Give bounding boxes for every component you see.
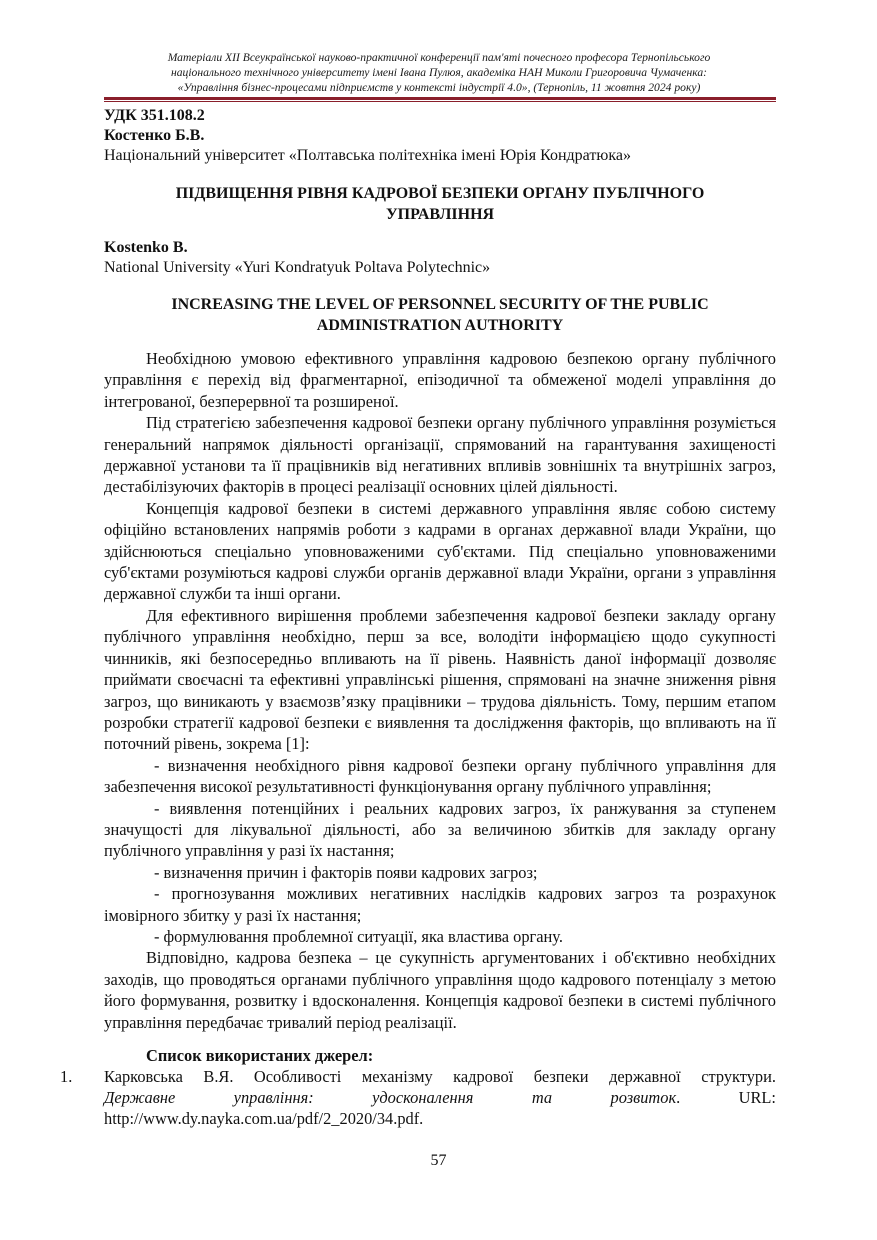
paragraph: Для ефективного вирішення проблеми забезпечення кадрової безпеки закладу органу публічного управління необхідно, перш за все, володіти інформацією щодо сукупності чинників, які безпосередньо впливають на її рівень. Наявність даної інформації дозволяє приймати своєчасні та ефективні управлінські рішення, спрямовані на значне зниження рівня загроз, що виникають у взаємозв’язку працівники – трудова діяльність. Тому, першим етапом розробки стратегії кадрової безпеки є виявлення та дослідження факторів, що впливають на її поточний рівень, зокрема [1]: (104, 605, 776, 754)
list-item: - виявлення потенційних і реальних кадрових загроз, їх ранжування за ступенем значущості для лікувальної діяльності, або за величиною збитків для закладу органу публічного управління у разі їх настання; (104, 798, 776, 861)
header-rule (104, 101, 776, 102)
author-en: Kostenko B. (104, 239, 188, 256)
paragraph: Під стратегією забезпечення кадрової безпеки органу публічного управління розуміється генеральний напрямок діяльності організації, спрямований на гарантування захищеності державної установи та її працівників від негативних впливів зовнішніх та внутрішніх загроз, дестабілізуючих факторів в процесі реалізації основних цілей діяльності. (104, 413, 776, 497)
udk-code: УДК 351.108.2 (104, 107, 205, 124)
reference-authors-title: Карковська В.Я. Особливості механізму кадрової безпеки державної структури. (104, 1067, 776, 1086)
author-ua: Костенко Б.В. (104, 127, 205, 144)
list-item: - визначення необхідного рівня кадрової безпеки органу публічного управління для забезпечення високої результативності функціонування органу публічного управління; (104, 755, 776, 797)
reference-journal: Державне управління: удосконалення та розвиток (104, 1088, 677, 1107)
affiliation-en: National University «Yuri Kondratyuk Poltava Polytechnic» (104, 259, 491, 276)
conference-header (104, 50, 774, 95)
title-line: INCREASING THE LEVEL OF PERSONNEL SECURITY OF THE PUBLIC (171, 296, 709, 313)
header-rule (104, 97, 776, 100)
references-heading: Список використаних джерел: (146, 1046, 374, 1065)
reference-url-link[interactable]: http://www.dy.nayka.com.ua/pdf/2_2020/34.pdf. (104, 1109, 424, 1128)
title-line: ADMINISTRATION AUTHORITY (316, 317, 564, 334)
reference-text (104, 1066, 776, 1129)
title-line: ПІДВИЩЕННЯ РІВНЯ КАДРОВОЇ БЕЗПЕКИ ОРГАНУ ПУБЛІЧНОГО (175, 185, 705, 202)
list-item: - формулювання проблемної ситуації, яка властива органу. (154, 926, 563, 946)
list-item: - прогнозування можливих негативних наслідків кадрових загроз та розрахунок імовірного збитку у разі їх настання; (104, 884, 776, 925)
paragraph: Концепція кадрової безпеки в системі державного управління являє собою систему офіційно встановлених напрямів роботи з кадрами в органах державної влади України, що здійснюються спеціально уповноваженими суб'єктами. Під спеціально уповноваженими суб'єктами розуміються кадрові служби органів державної влади України, органи з управління державної служби та інші органи. (104, 498, 776, 604)
affiliation-ua: Національний університет «Полтавська політехніка імені Юрія Кондратюка» (104, 147, 631, 164)
article-body (104, 348, 776, 1033)
header-line: Матеріали XII Всеукраїнської науково-практичної конференції пам'яті почесного професора Тернопільського (167, 51, 711, 64)
header-line: національного технічного університету імені Івана Пулюя, академіка НАН Миколи Григоровича Чумаченка: (170, 66, 708, 79)
paragraph: Відповідно, кадрова безпека – це сукупність аргументованих і об'єктивно необхідних заходів, що проводяться органами публічного управління щодо кадрового потенціалу з метою його формування, розвитку і вдосконалення. Концепція кадрової безпеки в системі публічного управління передбачає тривалий період реалізації. (104, 948, 776, 1032)
list-item: - визначення причин і факторів появи кадрових загроз; (154, 862, 538, 882)
header-line: «Управління бізнес-процесами підприємств у контексті індустрії 4.0», (Тернопіль, 11 жовтня 2024 року) (177, 81, 701, 94)
title-en (104, 294, 776, 336)
reference-url-label: . URL: (676, 1088, 776, 1107)
reference-number: 1. (60, 1067, 73, 1086)
paragraph: Необхідною умовою ефективного управління кадровою безпекою органу публічного управління є перехід від фрагментарної, епізодичної та обмеженої моделі управління до інтегрованої, безперервної та розширеної. (104, 349, 776, 411)
title-ua (104, 183, 776, 225)
title-line: УПРАВЛІННЯ (385, 206, 495, 223)
reference-source (104, 1087, 776, 1108)
page-number: 57 (430, 1152, 447, 1169)
